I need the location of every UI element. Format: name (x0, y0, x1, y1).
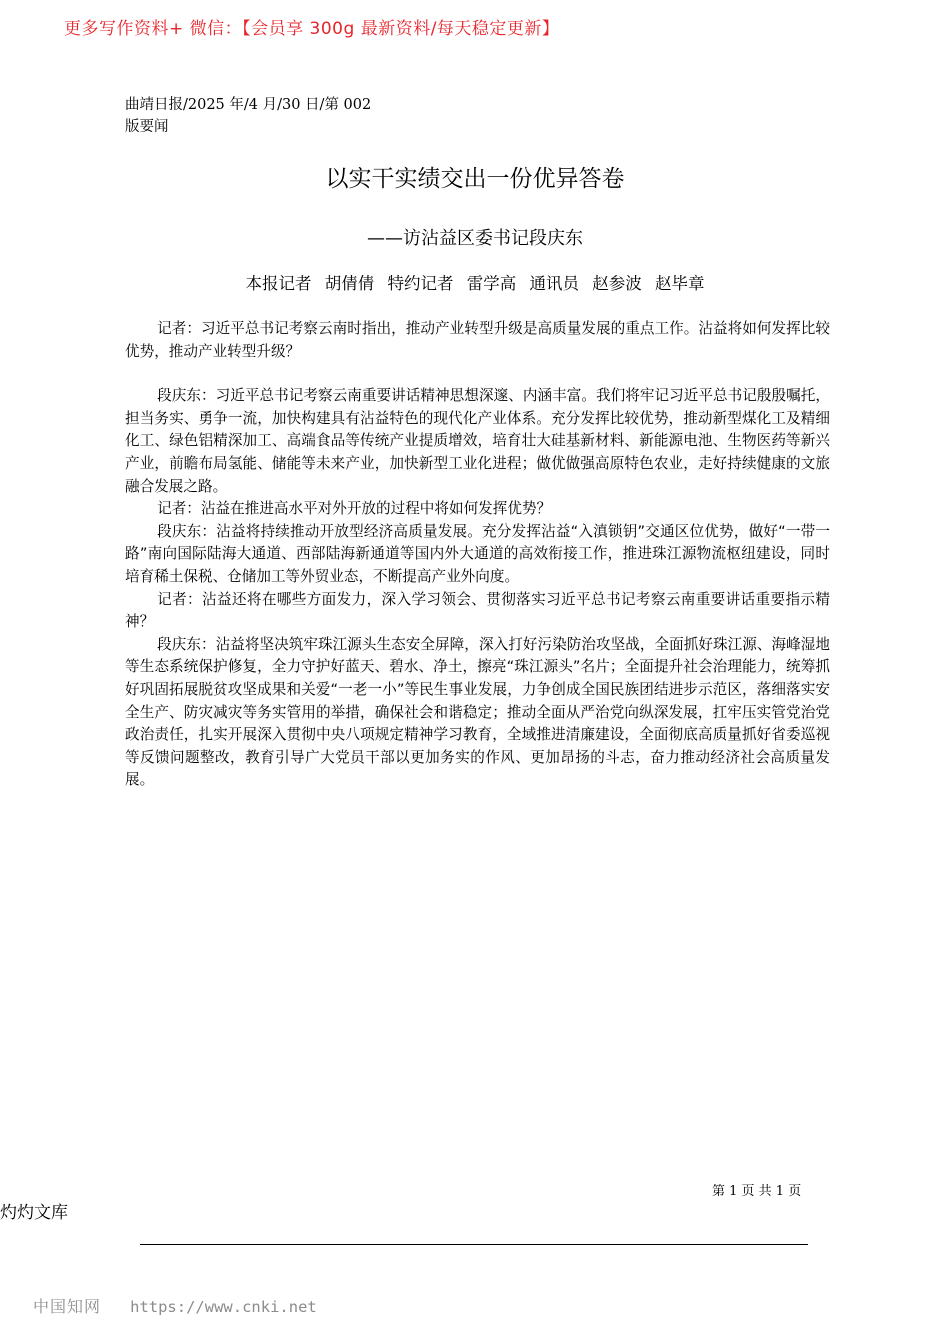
paragraph-answer-1: 段庆东：习近平总书记考察云南重要讲话精神思想深邃、内涵丰富。我们将牢记习近平总书记殷殷嘱托，担当务实、勇争一流，加快构建具有沾益特色的现代化产业体系。充分发挥比较优势，推动新型煤化工及精细化工、绿色铝精深加工、高端食品等传统产业提质增效，培育壮大硅基新材料、新能源电池、生物医药等新兴产业，前瞻布局氢能、储能等未来产业，加快新型工业化进程；做优做强高原特色农业，走好持续健康的文旅融合发展之路。 (125, 387, 830, 495)
source-info (125, 94, 371, 138)
watermark (33, 1294, 317, 1317)
footer-divider (140, 1244, 808, 1245)
watermark-name: 中国知网 (33, 1297, 102, 1316)
watermark-url: https://www.cnki.net (130, 1298, 317, 1316)
article-body (125, 318, 830, 792)
source-line: 曲靖日报/2025 年/4 月/30 日/第 002 (125, 97, 372, 113)
library-name: 灼灼文库 (0, 1203, 68, 1223)
section-line: 版要闻 (125, 119, 169, 135)
paragraph-answer-3: 段庆东：沾益将坚决筑牢珠江源头生态安全屏障，深入打好污染防治攻坚战，全面抓好珠江源、海峰湿地等生态系统保护修复，全力守护好蓝天、碧水、净土，擦亮“珠江源头”名片；全面提升社会治理能力，统筹抓好巩固拓展脱贫攻坚成果和关爱“一老一小”等民生事业发展，力争创成全国民族团结进步示范区，落细落实安全生产、防灾减灾等务实管用的举措，确保社会和谐稳定；推动全面从严治党向纵深发展，扛牢压实管党治党政治责任，扎实开展深入贯彻中央八项规定精神学习教育，全域推进清廉建设，全面彻底高质量抓好省委巡视等反馈问题整改，教育引导广大党员干部以更加务实的作风、更加昂扬的斗志，奋力推动经济社会高质量发展。 (125, 635, 830, 789)
paragraph-question-3: 记者：沾益还将在哪些方面发力，深入学习领会、贯彻落实习近平总书记考察云南重要讲话重要指示精神？ (125, 590, 830, 631)
article-title: 以实干实绩交出一份优异答卷 (325, 166, 625, 192)
paragraph-question-2: 记者：沾益在推进高水平对外开放的过程中将如何发挥优势？ (157, 500, 552, 518)
article-byline: 本报记者 胡倩倩 特约记者 雷学高 通讯员 赵参波 赵毕章 (245, 274, 705, 293)
paragraph-answer-2: 段庆东：沾益将持续推动开放型经济高质量发展。充分发挥沾益“入滇锁钥”交通区位优势，做好“一带一路”南向国际陆海大通道、西部陆海新通道等国内外大通道的高效衔接工作，推进珠江源物流枢纽建设，同时培育稀土保税、仓储加工等外贸业态，不断提高产业外向度。 (125, 522, 830, 585)
paragraph-question-1: 记者：习近平总书记考察云南时指出，推动产业转型升级是高质量发展的重点工作。沾益将如何发挥比较优势，推动产业转型升级？ (125, 320, 830, 360)
page-indicator: 第 1 页 共 1 页 (712, 1184, 802, 1199)
article-subtitle: ——访沾益区委书记段庆东 (367, 228, 583, 249)
promo-banner: 更多写作资料+ 微信：【会员享 300g 最新资料/每天稳定更新】 (64, 19, 560, 39)
